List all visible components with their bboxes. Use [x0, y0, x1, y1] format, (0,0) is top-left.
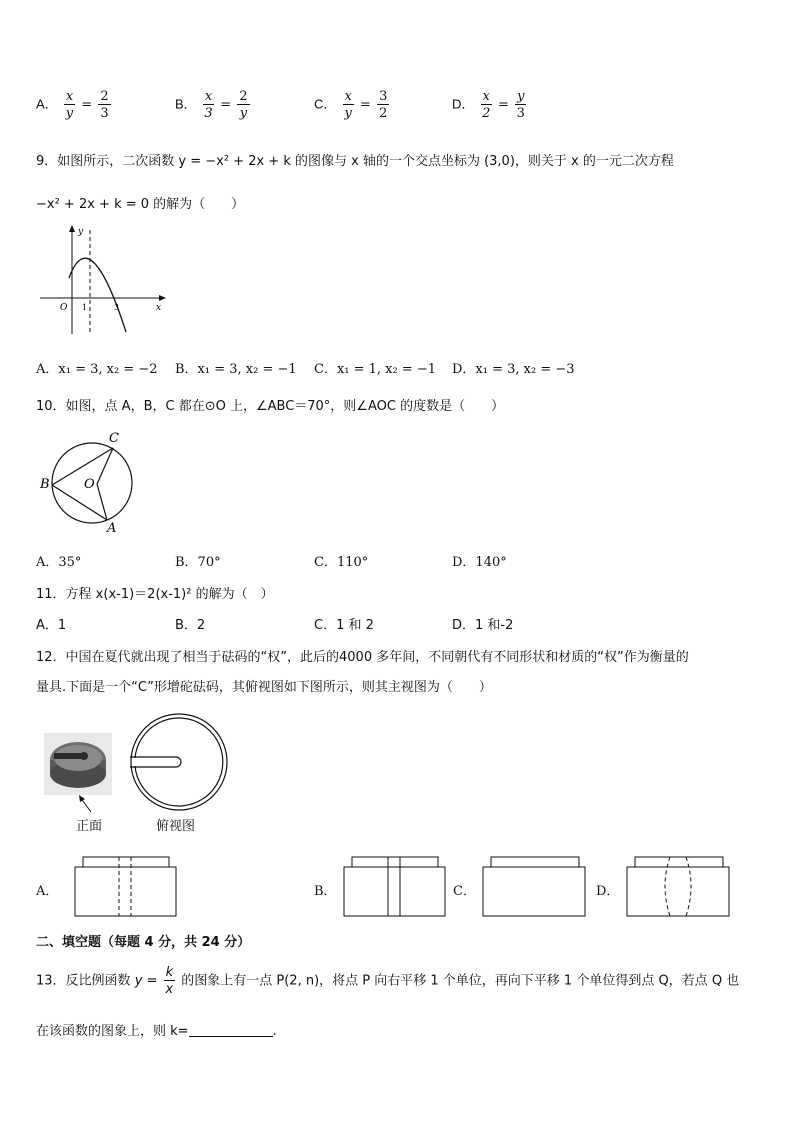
q9-stem-line1: 9．如图所示，二次函数 y = −x² + 2x + k 的图像与 x 轴的一个交点坐标为 (3,0)，则关于 x 的一元二次方程: [36, 154, 674, 169]
q11-option-d: D．1 和-2: [452, 618, 514, 633]
q12-option-c-label: C．: [453, 884, 476, 899]
parabola-curve: [69, 258, 126, 332]
q11-stem: 11．方程 x(x-1)＝2(x-1)² 的解为（ ）: [36, 587, 274, 602]
tick-label-3: 3: [114, 303, 120, 312]
q10-stem: 10．如图，点 A，B，C 都在⊙O 上，∠ABC＝70°，则∠AOC 的度数是（ ）: [36, 399, 505, 414]
q11-option-b: B．2: [175, 618, 206, 633]
q10-option-c: C．110°: [314, 555, 369, 570]
pointer-arrow: [76, 794, 96, 814]
y-axis-label: y: [78, 227, 84, 237]
q9-stem-line2: −x² + 2x + k = 0 的解为（ ）: [36, 197, 245, 212]
q12-option-a-figure: [74, 856, 178, 918]
origin-label: O: [60, 303, 68, 313]
point-o-label: O: [84, 477, 95, 492]
weight-photo: [44, 733, 112, 795]
q9-option-d: D．x₁ = 3, x₂ = −3: [452, 362, 575, 377]
top-view-label: 俯视图: [156, 819, 196, 834]
q12-option-a-label: A．: [36, 884, 59, 899]
q9-parabola-graph: [38, 224, 170, 336]
q12-option-b-label: B．: [314, 884, 337, 899]
q9-option-a: A．x₁ = 3, x₂ = −2: [36, 362, 158, 377]
q9-option-b: B．x₁ = 3, x₂ = −1: [175, 362, 297, 377]
q10-circle-figure: [36, 428, 140, 536]
q13-stem-line2: 在该函数的图象上，则 k= .: [36, 1024, 277, 1039]
answer-blank[interactable]: [189, 1024, 273, 1037]
q8-option-b: B． $\frac{x}{3}$ = $\frac{2}{y}$: [175, 89, 248, 121]
point-b-label: B: [40, 477, 50, 492]
point-a-label: A: [107, 521, 117, 536]
tick-label-1: 1: [82, 303, 88, 312]
section-heading: 二、填空题（每题 4 分，共 24 分）: [36, 935, 251, 950]
q8-option-d: D． $\frac{x}{2}$ = $\frac{y}{3}$: [452, 89, 525, 121]
q12-option-d-label: D．: [596, 884, 620, 899]
q8-option-c: C． $\frac{x}{y}$ = $\frac{3}{2}$: [314, 89, 388, 121]
q12-option-d-figure: [626, 856, 732, 918]
q8-option-a: A． $\frac{x}{y}$ = $\frac{2}{3}$: [36, 89, 109, 121]
x-axis-arrow: [159, 295, 166, 301]
q12-stem-line1: 12．中国在夏代就出现了相当于砝码的“权”，此后的4000 多年间，不同朝代有不同形状和材质的“权”作为衡量的: [36, 650, 689, 665]
q9-option-c: C．x₁ = 1, x₂ = −1: [314, 362, 437, 377]
q11-option-a: A．1: [36, 618, 67, 633]
y-axis-arrow: [69, 225, 75, 232]
point-c-label: C: [109, 431, 119, 446]
top-view-figure: [126, 712, 232, 812]
q10-option-d: D．140°: [452, 555, 507, 570]
q12-option-b-figure: [343, 856, 447, 918]
front-label: 正面: [76, 819, 103, 834]
q10-option-a: A．35°: [36, 555, 82, 570]
q12-option-c-figure: [482, 856, 588, 918]
q13-stem-line1: 13．反比例函数 y = $\frac{k}{x}$ 的图象上有一点 P(2, n)，将点 P 向右平移 1 个单位，再向下平移 1 个单位得到点 Q，若点 Q 也: [36, 965, 740, 997]
segment-bc: [52, 448, 113, 485]
q12-stem-line2: 量具.下面是一个“C”形增砣砝码，其俯视图如下图所示，则其主视图为（ ）: [36, 680, 492, 695]
q11-option-c: C．1 和 2: [314, 618, 374, 633]
q10-option-b: B．70°: [175, 555, 221, 570]
x-axis-label: x: [156, 303, 162, 313]
